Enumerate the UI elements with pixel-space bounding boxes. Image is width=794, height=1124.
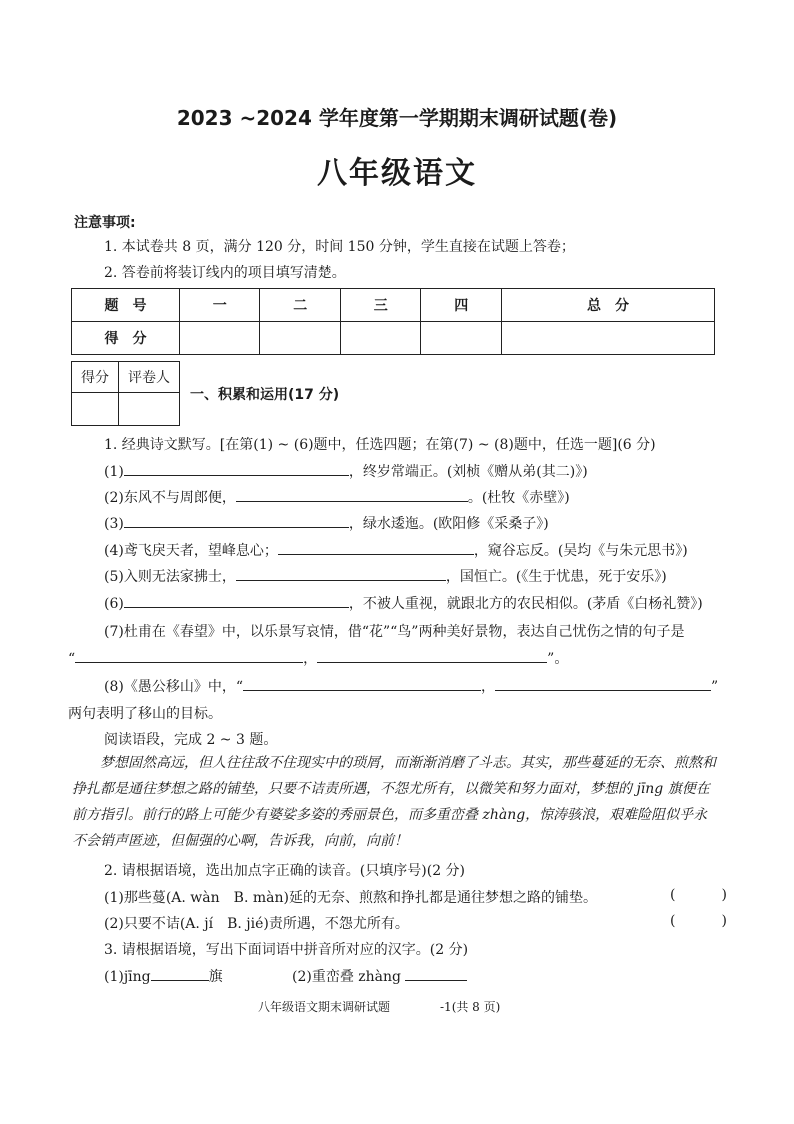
score-cell[interactable] [180,322,260,355]
q1-7-answer-line [68,648,568,668]
score-cell[interactable] [421,322,501,355]
answer-blank[interactable] [243,676,481,691]
score-header-cell: 四 [421,289,501,322]
page-number: -1(共 8 页) [440,1000,501,1014]
answer-blank[interactable] [405,966,467,981]
q1-line-6-post: ，不被人重视，就跟北方的农民相似。(茅盾《白杨礼赞》) [348,596,703,612]
close-quote: ” [711,679,719,695]
q1-line-3-post: ，绿水逶迤。(欧阳修《采桑子》) [348,516,549,532]
notice-item-1: 1. 本试卷共 8 页，满分 120 分，时间 150 分钟，学生直接在试题上答卷； [104,239,575,255]
score-header-cell: 一 [180,289,260,322]
answer-blank[interactable] [236,566,446,581]
answer-paren[interactable] [670,913,727,929]
paren-close: ) [721,887,727,903]
answer-blank[interactable] [124,513,349,528]
q1-line-2 [104,487,570,507]
answer-blank[interactable] [151,966,209,981]
q3-1-pre: (1)jīng [104,969,151,985]
comma: ， [481,679,495,695]
section1-title: 一、积累和运用(17 分) [190,387,340,403]
q2-1: (1)那些蔓(A. wàn B. màn)延的无奈、煎熬和挣扎都是通往梦想之路的铺垫。 [104,890,597,906]
answer-blank[interactable] [75,648,303,663]
q1-line-3 [104,513,549,533]
footer-title: 八年级语文期末调研试题 [258,1000,391,1014]
score-cell[interactable] [501,322,714,355]
q1-line-6-pre: (6) [104,596,124,612]
q1-8-tail: 两句表明了移山的目标。 [68,706,222,722]
q1-line-2-post: 。(杜牧《赤壁》) [467,490,570,506]
paren-close: ) [721,913,727,929]
open-quote: “ [68,651,76,667]
q1-line-5-pre: (5)入则无法家拂士， [104,569,236,585]
q2-prompt: 2. 请根据语境，选出加点字正确的读音。(只填序号)(2 分) [104,863,466,879]
score-row-label: 得 分 [72,322,180,355]
answer-blank[interactable] [124,461,349,476]
exam-subject: 八年级语文 [317,156,477,191]
q1-line-1-pre: (1) [104,464,124,480]
grader-box [71,361,180,426]
q3-2 [292,966,467,986]
answer-paren[interactable] [670,887,727,903]
score-header-cell: 二 [260,289,340,322]
grader-name-label: 评卷人 [119,362,180,393]
answer-blank[interactable] [236,487,468,502]
paren-open: ( [670,913,676,929]
score-header-cell: 总 分 [501,289,714,322]
q1-line-1-post: ，终岁常端正。(刘桢《赠从弟(其二)》) [348,464,588,480]
q1-line-4 [104,540,688,560]
q1-8-pre: (8)《愚公移山》中，“ [104,679,243,695]
q3-1 [104,966,223,986]
grader-score-cell[interactable] [72,393,119,426]
score-table-header-row [72,289,715,322]
notice-heading: 注意事项: [74,215,136,231]
q1-intro: 1. 经典诗文默写。[在第(1) ~ (6)题中，任选四题；在第(7) ~ (8)题中，任选一题](6 分) [104,437,656,453]
grader-score-label: 得分 [72,362,119,393]
q1-line-4-post: ，窥谷忘反。(吴均《与朱元思书》) [473,543,688,559]
score-header-cell: 三 [340,289,420,322]
score-table [71,288,715,355]
q1-line-5-post: ，国恒亡。(《生于忧患，死于安乐》) [445,569,667,585]
answer-blank[interactable] [495,676,711,691]
q2-2: (2)只要不诘(A. jí B. jié)责所遇，不怨尤所有。 [104,916,409,932]
score-header-cell: 题 号 [72,289,180,322]
q3-1-post: 旗 [208,969,223,985]
q1-line-6 [104,593,703,613]
paren-open: ( [670,887,676,903]
exam-title: 2023 ~2024 学年度第一学期期末调研试题(卷) [176,106,618,130]
score-table-score-row [72,322,715,355]
answer-blank[interactable] [317,648,547,663]
notice-item-2: 2. 答卷前将装订线内的项目填写清楚。 [104,265,346,281]
score-cell[interactable] [260,322,340,355]
q1-line-4-pre: (4)鸢飞戾天者，望峰息心； [104,543,278,559]
q3-2-pre: (2)重峦叠 zhàng [292,969,401,985]
q1-line-2-pre: (2)东风不与周郎便， [104,490,236,506]
comma: ， [303,651,318,667]
answer-blank[interactable] [278,540,474,555]
q1-7-prompt: (7)杜甫在《春望》中，以乐景写哀情，借“花”“鸟”两种美好景物，表达自己忧伤之情的句子是 [104,624,685,640]
q1-line-3-pre: (3) [104,516,124,532]
q3-prompt: 3. 请根据语境，写出下面词语中拼音所对应的汉字。(2 分) [104,942,469,958]
q1-8-line [104,676,718,696]
grader-name-cell[interactable] [119,393,180,426]
close-quote: ”。 [547,651,569,667]
q1-line-1 [104,461,588,481]
reading-passage: 梦想固然高远，但人往往敌不住现实中的琐屑，而渐渐消磨了斗志。其实，那些蔓延的无奈、煎熬和挣扎都是通往梦想之路的铺垫，只要不诘责所遇，不怨尤所有，以微笑和努力面对，梦想的 jīng 旗便在前方指引。前行的路上可能少有婆娑多姿的秀丽景色，而多重峦叠 zhàng，惊涛骇浪，艰难险阻似乎永不会销声匿迹，但倔强的心啊，告诉我，向前，向前！ [72,755,716,849]
score-cell[interactable] [340,322,420,355]
q1-line-5 [104,566,667,586]
answer-blank[interactable] [124,593,349,608]
reading-intro: 阅读语段，完成 2 ~ 3 题。 [104,732,278,748]
